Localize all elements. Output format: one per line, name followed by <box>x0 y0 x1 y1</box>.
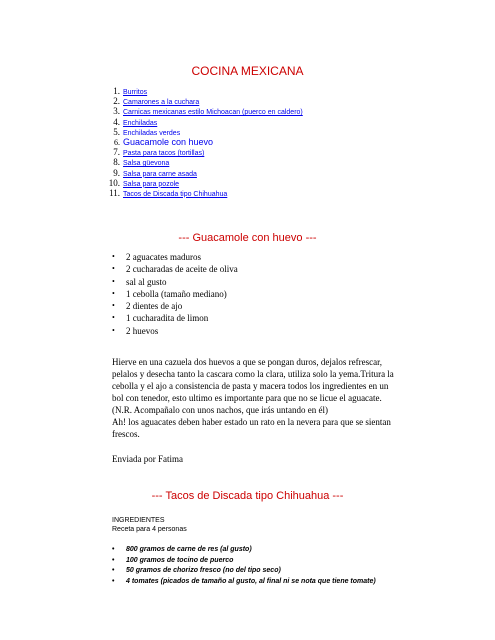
toc-link-pasta-tacos[interactable]: Pasta para tacos (tortillas) <box>123 150 205 158</box>
list-item: • 50 gramos de chorizo fresco (no del tipo seco) <box>112 566 376 577</box>
ingredient-list-guacamole <box>112 251 238 337</box>
toc-item-salsa-pozole[interactable] <box>104 178 303 188</box>
instructions-paragraph: Hierve en una cazuela dos huevos a que se pongan duros, dejalos refrescar, pelalos y desecha tanto la cascara como la clara, utiliza solo la yema.Tritura la cebolla y el ajo a consistencia de pasta y macera todos los ingredientes en un bol con tenedor, esto ultimo es importante para que no se licue el aguacate. (N.R. Acompañalo con unos nachos, que irás untando en él) <box>112 357 394 415</box>
ingredient-list-tacos <box>112 545 376 587</box>
list-item: • 2 cucharadas de aceite de oliva <box>112 263 238 275</box>
toc-item-tacos-discada[interactable] <box>104 188 303 198</box>
toc-link-salsa-pozole[interactable]: Salsa para pozole <box>123 180 180 188</box>
toc-link-guacamole[interactable]: Guacamole con huevo <box>123 136 214 147</box>
recipe-index <box>104 86 303 198</box>
list-item: • 4 tomates (picados de tamaño al gusto, al final ni se nota que tiene tomate) <box>112 577 376 588</box>
toc-number: 4. <box>113 116 120 127</box>
toc-item-enchiladas-verdes <box>104 127 303 137</box>
section-title-guacamole: --- Guacamole con huevo --- <box>178 232 317 244</box>
toc-item-salsa-carne-asada[interactable] <box>104 168 303 178</box>
toc-item-pasta-tacos[interactable] <box>104 147 303 157</box>
toc-item-guacamole[interactable] <box>104 137 303 147</box>
ingredients-heading: INGREDIENTES <box>112 517 165 524</box>
list-item: • 1 cebolla (tamaño mediano) <box>112 288 238 300</box>
note-paragraph: Ah! los aguacates deben haber estado un rato en la nevera para que se sientan frescos. <box>112 417 391 439</box>
list-item: • 2 aguacates maduros <box>112 251 238 263</box>
list-item: • 1 cucharadita de limon <box>112 312 238 324</box>
author-credit: Enviada por Fatima <box>112 454 183 464</box>
toc-number: 2. <box>113 96 120 107</box>
toc-number: 10. <box>108 177 120 188</box>
servings-text: Receta para 4 personas <box>112 526 187 533</box>
toc-number: 6. <box>114 137 120 147</box>
ingredients-header <box>112 516 187 534</box>
list-item: • 2 huevos <box>112 325 238 337</box>
toc-link-tacos-discada[interactable]: Tacos de Discada tipo Chihuahua <box>123 190 228 198</box>
list-item: • sal al gusto <box>112 276 238 288</box>
toc-link-salsa-guevona[interactable]: Salsa güevona <box>123 160 170 168</box>
toc-item-burritos[interactable] <box>104 86 303 96</box>
toc-link-salsa-carne-asada[interactable]: Salsa para carne asada <box>123 170 197 178</box>
toc-label-enchiladas-verdes: Enchiladas verdes <box>123 129 181 137</box>
toc-link-camarones[interactable]: Camarones a la cuchara <box>123 99 200 107</box>
list-item: • 2 dientes de ajo <box>112 300 238 312</box>
toc-number: 9. <box>113 167 120 178</box>
toc-item-carnicas[interactable] <box>104 106 303 116</box>
toc-number: 11. <box>109 187 120 198</box>
section-title-tacos-discada: --- Tacos de Discada tipo Chihuahua --- <box>151 490 344 502</box>
toc-link-burritos[interactable]: Burritos <box>123 89 148 96</box>
toc-number: 1. <box>113 86 120 96</box>
list-item: • 100 gramos de tocino de puerco <box>112 556 376 567</box>
toc-number: 8. <box>113 157 120 168</box>
toc-number: 5. <box>113 126 120 137</box>
list-item: • 800 gramos de carne de res (al gusto) <box>112 545 376 556</box>
toc-number: 3. <box>113 106 120 117</box>
toc-number: 7. <box>113 147 120 158</box>
toc-item-camarones[interactable] <box>104 96 303 106</box>
page-title: COCINA MEXICANA <box>191 64 304 78</box>
toc-link-carnicas[interactable]: Carnicas mexicanas estilo Michoacan (puerco en caldero) <box>123 109 303 117</box>
toc-link-enchiladas[interactable]: Enchiladas <box>123 119 158 127</box>
